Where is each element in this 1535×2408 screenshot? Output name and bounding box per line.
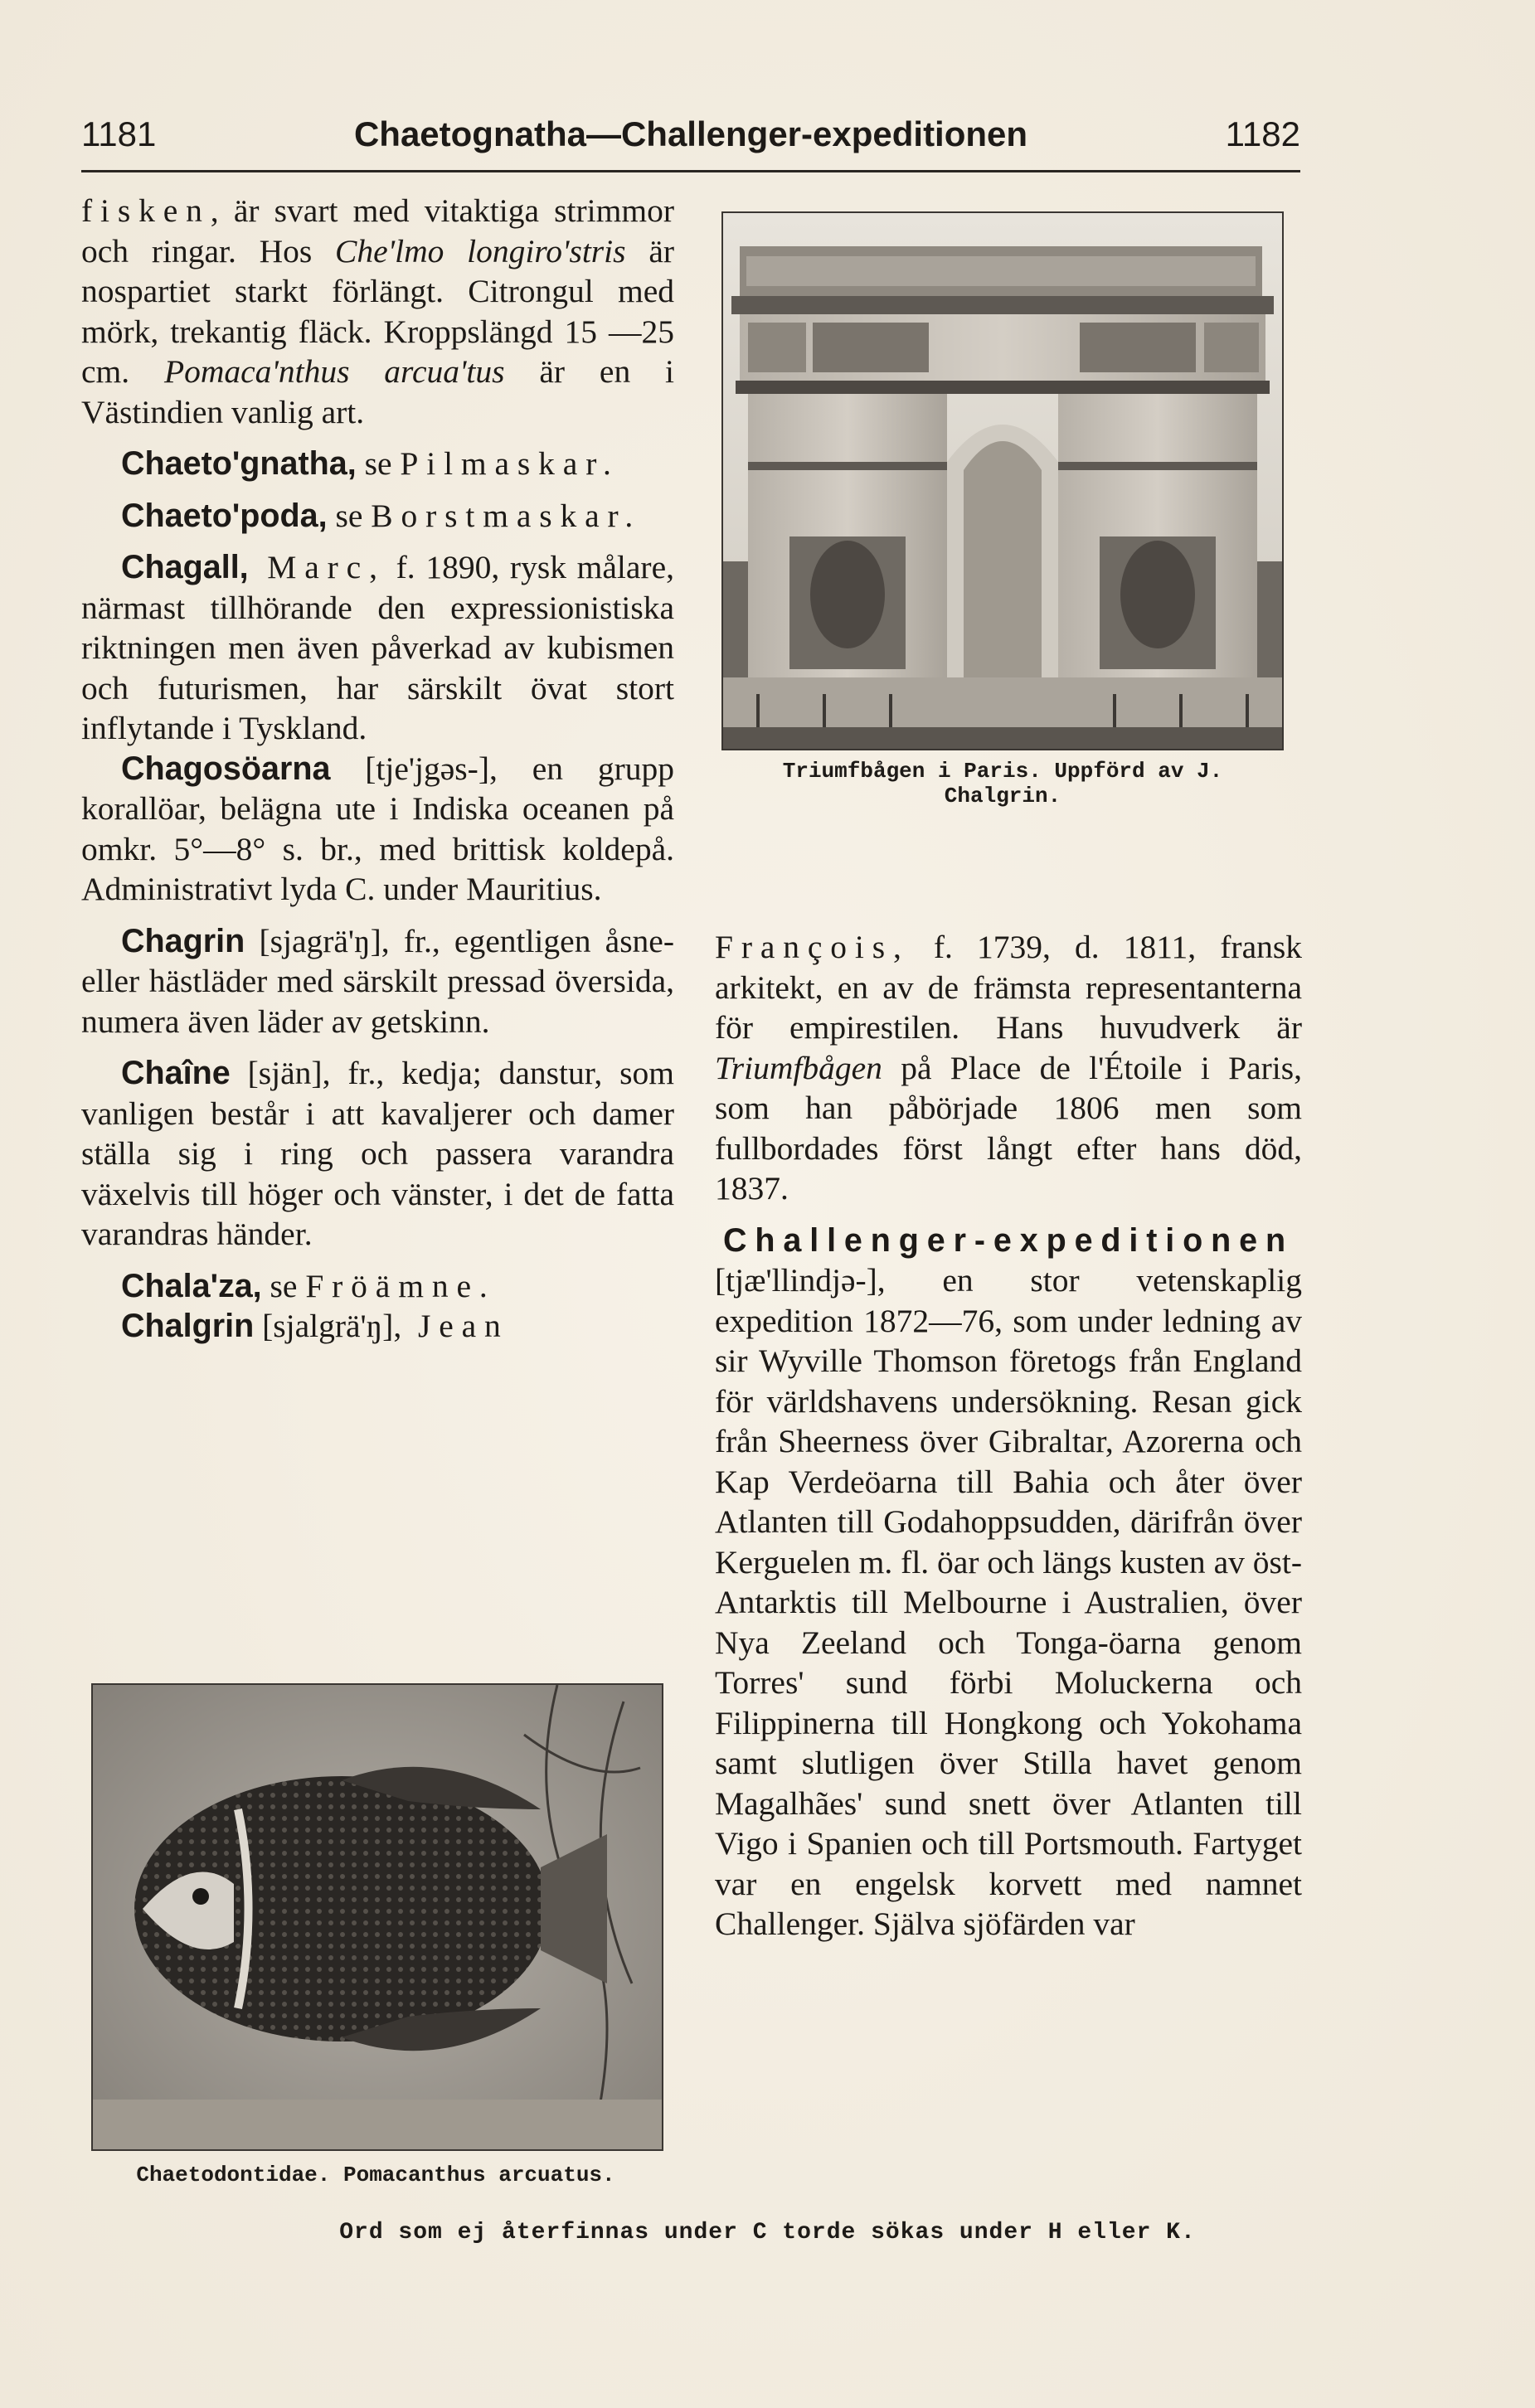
entry-chalaza: Chala'za, se Fröämne. [121,1267,496,1304]
work-title: Triumfbågen [715,1049,882,1086]
figure-caption-fish: Chaetodontidae. Pomacanthus arcuatus. [136,2163,615,2187]
running-header [81,106,1300,164]
cross-reference: Fröämne. [305,1267,496,1304]
triumphal-arch-illustration [723,213,1282,749]
headword: Chaeto'poda, [121,497,328,534]
fish-photo [91,1683,663,2151]
entry-chaetognatha: Chaeto'gnatha, se Pilmaskar. [121,445,619,482]
angelfish-illustration [93,1685,662,2149]
entry-challenger-expeditionen: [tjæ'llindjə-], en stor vetenskaplig expedition 1872—76, som under ledning av sir Wyville Thomson företogs från England för världshavens undersökning. Resan gick från Sheerness över Gibraltar, Azorerna och Kap Verdeöarna till Bahia och åter över Atlanten till Godahoppsudden, därifrån över Kerguelen m. fl. öar och längs kusten av öst-Antarktis till Melbourne i Australien, över Nya Zeeland och Tonga-öarna genom Torres' sund förbi Moluckerna och Filippinerna till Hongkong och Yokohama samt slutligen över Stilla havet genom Magalhães' sund snett över Atlanten till Vigo i Spanien och till Portsmouth. Fartyget var en engelsk korvett med namnet Challenger. Själva sjöfärden var [715,1262,1302,1942]
entry-continuation: fisken, är svart med vitaktiga strimmor och ringar. Hos Che'lmo longiro'stris är nospartiet starkt förlängt. Citrongul med mörk, trekantig fläck. Kroppslängd 15 —25 cm. Pomaca'nthus arcua'tus är en i Västindien vanlig art. [81,192,675,430]
headword: Chala'za, [121,1267,262,1304]
entry-chalgrin-continued: François, f. 1739, d. 1811, fransk arkitekt, en av de främsta representanterna för empirestilen. Hans huvudverk är Triumfbågen på Place de l'Étoile i Paris, som han påbörjade 1806 men som fullbordades först långt efter hans död, 1837. [715,929,1302,1206]
lead-word: fisken [81,192,211,229]
cross-reference: Pilmaskar. [400,445,619,482]
entry-chagall: Chagall, Marc, f. 1890, rysk målare, närmast tillhörande den expressionistiska riktningen men även påverkad av kubismen och futurismen, har särskilt övat stort inflytande i Tyskland. [81,549,674,746]
headword: Chalgrin [121,1308,255,1344]
cross-reference: Borstmaskar. [371,497,642,534]
person-name: Jean [401,1308,509,1344]
page-number-right: 1182 [1225,114,1300,153]
person-name: François, [715,929,910,965]
headword: Challenger-expeditionen [722,1221,1295,1259]
entry-chalgrin: Chalgrin [sjalgrä'ŋ], Jean [121,1308,509,1344]
headword: Chagall, [121,549,249,585]
entry-chaetopoda: Chaeto'poda, se Borstmaskar. [121,497,642,534]
headword: Chaeto'gnatha, [121,445,357,482]
entry-chaine: Chaîne [sjän], fr., kedja; danstur, som vanligen består i att kavaljerer och damer ställa sig i ring och passera varandra växelvis till höger och vänster, i det de fatta varandras händer. [81,1055,674,1252]
figure-caption-arch: Triumfbågen i Paris. Uppförd av J. Chalgrin. [782,759,1223,808]
figure-triumfbagen [721,211,1284,848]
headword: Chagrin [121,922,245,959]
page-title: Chaetognatha—Challenger-expeditionen [353,114,1028,153]
headword: Chaîne [121,1055,231,1091]
headword: Chagosöarna [121,750,331,787]
left-column [81,191,674,1347]
header-rule [81,170,1300,172]
person-name: Marc, [248,549,386,585]
right-column [715,927,1302,1944]
figure-pomacanthus [91,1683,663,2187]
entry-chagosoarna: Chagosöarna [tje'jgəs-], en grupp korallöar, belägna ute i Indiska oceanen på omkr. 5°—8° s. br., med brittisk koldepå. Administrativt lyda C. under Mauritius. [81,750,674,907]
species-name: Che'lmo longiro'stris [335,232,626,269]
footer-note: Ord som ej återfinnas under C torde sökas under H eller K. [339,2220,1196,2245]
entry-challenger-headword-line [715,1221,1302,1261]
arch-photo [721,211,1284,750]
species-name: Pomaca'nthus arcua'tus [163,353,505,390]
entry-chagrin: Chagrin [sjagrä'ŋ], fr., egentligen åsne- eller hästläder med särskilt pressad översida, numera även läder av getskinn. [81,922,674,1040]
page-number-left: 1181 [81,114,157,153]
